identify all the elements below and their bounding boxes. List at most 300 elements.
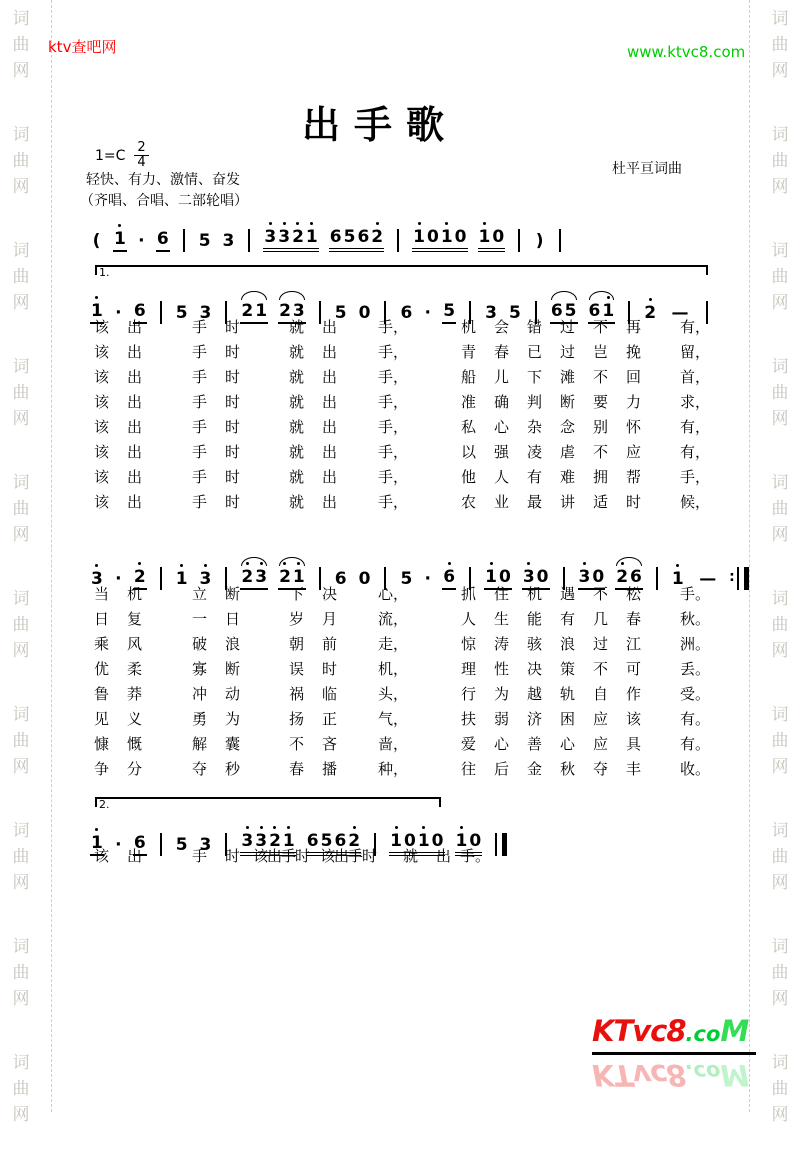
lyric-syllable: 机， [378, 660, 409, 678]
lyric-syllable: 就 [288, 418, 304, 436]
lyric-syllable: 有 [559, 610, 575, 628]
lyric-syllable: 夺 [592, 760, 608, 778]
lyric-syllable: 能 [526, 610, 542, 628]
lyric-syllable: 祸 [288, 685, 304, 703]
lyric-syllable: 住 [493, 585, 509, 603]
lyric-syllable: 春 [493, 343, 509, 361]
lyric-syllable: 为 [224, 710, 240, 728]
logo-m-glyph: M [720, 1014, 750, 1048]
lyric-syllable: 莽 [126, 685, 142, 703]
lyric-syllable: 金 [526, 760, 542, 778]
lyric-syllable: 机 [126, 585, 142, 603]
lyric-syllable: 手 [191, 343, 207, 361]
lyric-syllable: 过 [592, 635, 608, 653]
lyric-syllable: 骇 [526, 635, 542, 653]
lyric-syllable: 行 [460, 685, 476, 703]
right-border-watermark [767, 6, 793, 1125]
border-watermark-char: 词 [771, 9, 789, 29]
lyric-syllable: 岁 [288, 610, 304, 628]
time-signature [134, 141, 148, 171]
lyric-syllable: 机 [526, 585, 542, 603]
lyric-syllable: 春 [625, 610, 641, 628]
note-group: 1 0 [455, 831, 483, 856]
lyric-syllable: 手 [191, 318, 207, 336]
note-group: — [699, 569, 717, 589]
lyric-syllable: 出 [126, 443, 142, 461]
lyric-syllable: 机 [460, 318, 476, 336]
lyric-syllable: 有， [680, 318, 711, 336]
note-group: 5 [175, 303, 188, 323]
lyric-syllable: 他 [460, 468, 476, 486]
lyric-syllable: 时 [224, 368, 240, 386]
lyric-syllable: 时 [224, 443, 240, 461]
lyric-syllable: 立 [191, 585, 207, 603]
lyric-syllable: 不 [288, 735, 304, 753]
logo-reflection-main: KTvc8 [592, 1058, 686, 1092]
lyric-syllable: 出 [126, 343, 142, 361]
note-group: 5 [400, 569, 413, 589]
border-watermark-char: 词 [12, 705, 30, 725]
lyric-row [85, 633, 726, 658]
border-watermark-char: 网 [12, 525, 30, 545]
note-group: 3 [485, 303, 497, 323]
lyric-row [85, 466, 726, 491]
border-watermark-char: 网 [12, 293, 30, 313]
lyric-syllable: 应 [592, 710, 608, 728]
coda-lyrics [85, 845, 506, 870]
note-group: 2 6 [615, 567, 643, 590]
lyric-syllable: 自 [592, 685, 608, 703]
note-group: 5 [508, 303, 521, 323]
border-watermark-char: 曲 [771, 383, 789, 403]
verse-block-1-lyrics [85, 316, 726, 516]
lyric-row [85, 845, 506, 870]
lyric-syllable: 手 [191, 418, 207, 436]
lyric-syllable: 气， [378, 710, 409, 728]
lyric-syllable: 头， [378, 685, 409, 703]
lyric-syllable: 判 [526, 393, 542, 411]
left-border-dashed-line [51, 0, 52, 1112]
lyric-syllable: 秋。 [680, 610, 711, 628]
volta-1-label: 1. [99, 266, 110, 279]
note-group: 3 [199, 303, 212, 323]
note-group: · [115, 569, 122, 589]
border-watermark-char: 曲 [12, 731, 30, 751]
lyric-syllable: 时 [224, 393, 240, 411]
lyric-syllable: 春 [288, 760, 304, 778]
note-group: 2 1 [240, 301, 268, 324]
lyric-syllable: 手， [378, 343, 409, 361]
lyric-syllable: 手， [378, 318, 409, 336]
lyric-syllable: 念 [559, 418, 575, 436]
lyric-syllable: 下 [526, 368, 542, 386]
lyric-row [85, 683, 726, 708]
lyric-syllable: 慷 [93, 735, 109, 753]
border-watermark-char: 词 [771, 1053, 789, 1073]
lyric-syllable: 理 [460, 660, 476, 678]
lyric-syllable: 人 [460, 610, 476, 628]
lyric-syllable: 扬 [288, 710, 304, 728]
lyric-syllable: 走， [378, 635, 409, 653]
note-group: 6 [442, 567, 456, 590]
volta-2-label: 2. [99, 798, 110, 811]
lyric-syllable: 种， [378, 760, 409, 778]
lyric-syllable: 播 [321, 760, 337, 778]
lyric-syllable: 不 [592, 585, 608, 603]
border-watermark-char: 网 [771, 525, 789, 545]
lyric-syllable: 弱 [493, 710, 509, 728]
lyric-syllable: 有， [680, 418, 711, 436]
lyric-syllable: 作 [625, 685, 641, 703]
note-group: 6 1 [588, 301, 616, 324]
lyric-syllable: 时 [321, 660, 337, 678]
lyric-syllable: 以 [460, 443, 476, 461]
lyric-syllable: 浪 [224, 635, 240, 653]
border-watermark-char: 网 [771, 873, 789, 893]
border-watermark-char: 网 [12, 61, 30, 81]
lyric-syllable: 讲 [559, 493, 575, 511]
lyric-syllable: 几 [592, 610, 608, 628]
lyric-syllable: 一 [191, 610, 207, 628]
lyric-syllable: 手 [191, 847, 207, 865]
lyric-syllable: 破 [191, 635, 207, 653]
lyric-syllable: 农 [460, 493, 476, 511]
lyric-syllable: 业 [493, 493, 509, 511]
note-group: 3 0 [522, 567, 550, 590]
repeat-end-barline: ∶ [730, 567, 749, 590]
lyric-syllable: 轨 [559, 685, 575, 703]
lyric-syllable: 出 [321, 318, 337, 336]
logo-reflection-m: M [720, 1058, 750, 1092]
lyric-syllable: 遇 [559, 585, 575, 603]
border-watermark-char: 网 [12, 1105, 30, 1125]
note-group: 3 3 2 1 [263, 227, 318, 252]
site-name-link[interactable]: ktv查吧网 [48, 38, 117, 56]
lyric-syllable: 候， [680, 493, 711, 511]
lyric-syllable: 决 [526, 660, 542, 678]
logo-reflection [592, 1055, 758, 1090]
lyric-syllable: 手， [378, 393, 409, 411]
note-group: — [671, 303, 689, 323]
key-signature [95, 141, 149, 171]
note-group: 6 [133, 301, 147, 324]
lyric-syllable: 该 [93, 343, 109, 361]
lyric-syllable: 复 [126, 610, 142, 628]
note-group: 6 [156, 229, 170, 252]
lyric-syllable: 朝 [288, 635, 304, 653]
lyric-syllable: 手， [378, 468, 409, 486]
lyric-syllable: 手， [378, 418, 409, 436]
border-watermark-char: 曲 [771, 615, 789, 635]
lyric-row [85, 758, 726, 783]
lyric-syllable: 误 [288, 660, 304, 678]
lyric-syllable: 时 [224, 847, 240, 865]
lyric-syllable: 留， [680, 343, 711, 361]
border-watermark-char: 网 [771, 641, 789, 661]
note-group: 5 [175, 835, 188, 855]
lyric-row [85, 608, 726, 633]
lyric-syllable: 动 [224, 685, 240, 703]
lyric-syllable: 寡 [191, 660, 207, 678]
note-group: · [424, 569, 432, 589]
lyric-syllable: 时 [224, 493, 240, 511]
lyric-syllable: 决 [321, 585, 337, 603]
note-group: 1 0 [478, 227, 506, 252]
lyric-syllable: 松 [625, 585, 641, 603]
lyric-syllable: 扶 [460, 710, 476, 728]
note-group: 2 3 [240, 567, 268, 590]
lyric-syllable: 力 [625, 393, 641, 411]
lyric-row [85, 391, 726, 416]
lyric-syllable: 手， [378, 493, 409, 511]
site-url-link[interactable]: www.ktvc8.com [627, 43, 746, 61]
site-logo-text [592, 1016, 758, 1051]
border-watermark-char: 曲 [12, 963, 30, 983]
verse-block-2-lyrics [85, 583, 726, 783]
border-watermark-char: 网 [771, 61, 789, 81]
border-watermark-char: 网 [771, 989, 789, 1009]
border-watermark-char: 词 [12, 241, 30, 261]
lyric-syllable: 出 [321, 368, 337, 386]
border-watermark-char: 网 [12, 989, 30, 1009]
note-group: 6 5 [550, 301, 578, 324]
lyric-syllable: 不 [592, 660, 608, 678]
left-border-watermark [8, 6, 34, 1125]
lyric-syllable: 手 [191, 468, 207, 486]
border-watermark-char: 曲 [771, 731, 789, 751]
lyric-syllable: 出 [321, 443, 337, 461]
lyric-syllable: 就 [288, 318, 304, 336]
lyric-syllable: 越 [526, 685, 542, 703]
border-watermark-char: 曲 [771, 499, 789, 519]
lyric-row [85, 491, 726, 516]
lyric-syllable: 性 [493, 660, 509, 678]
lyric-syllable: 风 [126, 635, 142, 653]
note-group: 5 [442, 301, 456, 324]
border-watermark-char: 曲 [12, 615, 30, 635]
lyric-syllable: 青 [460, 343, 476, 361]
note-group: 5 [198, 231, 211, 251]
note-group: ( [92, 231, 101, 251]
lyric-syllable: 临 [321, 685, 337, 703]
lyric-syllable: 应 [592, 735, 608, 753]
lyric-syllable: 吝 [321, 735, 337, 753]
lyric-row [85, 416, 726, 441]
border-watermark-char: 词 [12, 937, 30, 957]
lyric-syllable: 断 [559, 393, 575, 411]
lyric-row [85, 341, 726, 366]
site-logo[interactable] [592, 1016, 758, 1090]
note-group: 6 [334, 569, 347, 589]
key-label: 1=C [95, 147, 126, 164]
note-group: 2 [133, 567, 147, 590]
note-group: 1 [175, 569, 188, 589]
border-watermark-char: 词 [12, 9, 30, 29]
lyric-syllable: 就 [288, 493, 304, 511]
lyric-syllable: 浪 [559, 635, 575, 653]
lyric-syllable: 人 [493, 468, 509, 486]
border-watermark-char: 词 [771, 241, 789, 261]
border-watermark-char: 网 [771, 293, 789, 313]
border-watermark-char: 曲 [12, 383, 30, 403]
border-watermark-char: 曲 [12, 35, 30, 55]
lyric-syllable: 就 [288, 343, 304, 361]
lyric-syllable: 该 [93, 318, 109, 336]
lyric-syllable: 出 [126, 847, 142, 865]
lyric-syllable: 该出手时 [319, 847, 376, 865]
lyric-syllable: 时 [224, 343, 240, 361]
lyric-syllable: 该 [93, 368, 109, 386]
lyric-syllable: 丢。 [680, 660, 711, 678]
right-border-dashed-line [749, 0, 750, 1112]
border-watermark-char: 词 [12, 473, 30, 493]
lyric-syllable: 涛 [493, 635, 509, 653]
border-watermark-char: 曲 [771, 1079, 789, 1099]
lyric-syllable: 该出手时 [252, 847, 309, 865]
lyric-syllable: 慨 [126, 735, 142, 753]
lyric-syllable: 手， [680, 468, 711, 486]
lyric-syllable: 当 [93, 585, 109, 603]
lyric-syllable: 江 [625, 635, 641, 653]
lyric-syllable: 该 [93, 493, 109, 511]
border-watermark-char: 词 [12, 821, 30, 841]
note-group: · [424, 303, 432, 323]
lyric-syllable: 手。 [460, 847, 491, 865]
lyric-syllable: 求， [680, 393, 711, 411]
lyric-syllable: 分 [126, 760, 142, 778]
lyric-syllable: 有。 [680, 710, 711, 728]
lyric-syllable: 虐 [559, 443, 575, 461]
lyric-syllable: 该 [93, 393, 109, 411]
lyric-syllable: 该 [625, 710, 641, 728]
lyric-syllable: 出 [126, 468, 142, 486]
lyric-syllable: 怀 [625, 418, 641, 436]
lyric-syllable: 月 [321, 610, 337, 628]
lyric-syllable: 别 [592, 418, 608, 436]
lyric-syllable: 优 [93, 660, 109, 678]
lyric-syllable: 强 [493, 443, 509, 461]
note-group: · [138, 231, 145, 251]
lyric-syllable: 为 [493, 685, 509, 703]
border-watermark-char: 词 [771, 705, 789, 725]
lyric-syllable: 往 [460, 760, 476, 778]
lyric-syllable: 乘 [93, 635, 109, 653]
lyric-syllable: 适 [592, 493, 608, 511]
lyric-syllable: 有， [680, 443, 711, 461]
lyric-syllable: 善 [526, 735, 542, 753]
lyric-syllable: 准 [460, 393, 476, 411]
note-group: 6 5 6 2 [306, 831, 361, 856]
lyric-syllable: 出 [321, 343, 337, 361]
lyric-syllable: 手， [378, 443, 409, 461]
lyric-syllable: 就 [288, 443, 304, 461]
border-watermark-char: 词 [771, 357, 789, 377]
border-watermark-char: 词 [771, 589, 789, 609]
logo-dot-text: .co [685, 1022, 721, 1046]
lyric-syllable: 出 [126, 493, 142, 511]
lyric-syllable: 日 [93, 610, 109, 628]
barline [397, 229, 399, 252]
lyric-row [85, 583, 726, 608]
border-watermark-char: 曲 [771, 151, 789, 171]
lyric-syllable: 凌 [526, 443, 542, 461]
lyric-syllable: 已 [526, 343, 542, 361]
border-watermark-char: 网 [12, 757, 30, 777]
lyric-row [85, 658, 726, 683]
border-watermark-char: 词 [12, 589, 30, 609]
note-group: 1 [90, 833, 104, 856]
lyric-syllable: 前 [321, 635, 337, 653]
logo-main-text: KTvc8 [592, 1014, 686, 1048]
lyric-syllable: 心， [378, 585, 409, 603]
tempo-marking: 轻快、有力、激情、奋发 [86, 172, 240, 188]
note-group: 1 [113, 229, 127, 252]
lyric-syllable: 就 [402, 847, 418, 865]
lyric-syllable: 秒 [224, 760, 240, 778]
lyric-syllable: 出 [321, 418, 337, 436]
lyric-syllable: 手， [378, 368, 409, 386]
border-watermark-char: 词 [12, 357, 30, 377]
lyric-syllable: 应 [625, 443, 641, 461]
lyric-syllable: 会 [493, 318, 509, 336]
lyric-syllable: 手 [191, 443, 207, 461]
lyric-syllable: 心 [559, 735, 575, 753]
border-watermark-char: 网 [771, 1105, 789, 1125]
lyric-syllable: 见 [93, 710, 109, 728]
lyric-syllable: 收。 [680, 760, 711, 778]
lyric-row [85, 708, 726, 733]
lyric-syllable: 过 [559, 343, 575, 361]
lyric-syllable: 确 [493, 393, 509, 411]
lyric-syllable: 爱 [460, 735, 476, 753]
lyric-syllable: 私 [460, 418, 476, 436]
lyric-syllable: 手 [191, 493, 207, 511]
lyric-syllable: 勇 [191, 710, 207, 728]
lyric-syllable: 出 [435, 847, 451, 865]
lyric-syllable: 回 [625, 368, 641, 386]
note-group: 0 [358, 303, 371, 323]
lyric-syllable: 具 [625, 735, 641, 753]
note-group: ) [535, 231, 544, 251]
border-watermark-char: 词 [12, 125, 30, 145]
lyric-syllable: 最 [526, 493, 542, 511]
barline [518, 229, 520, 252]
border-watermark-char: 网 [771, 757, 789, 777]
lyric-syllable: 就 [288, 368, 304, 386]
lyric-syllable: 杂 [526, 418, 542, 436]
lyric-syllable: 船 [460, 368, 476, 386]
border-watermark-char: 曲 [771, 847, 789, 867]
note-group: · [115, 303, 122, 323]
note-group: 0 [358, 569, 371, 589]
lyric-syllable: 秋 [559, 760, 575, 778]
lyric-syllable: 首， [680, 368, 711, 386]
lyric-row [85, 366, 726, 391]
lyric-syllable: 难 [559, 468, 575, 486]
lyric-syllable: 岂 [592, 343, 608, 361]
barline [183, 229, 185, 252]
lyric-row [85, 733, 726, 758]
note-group: 1 0 1 0 [389, 831, 444, 856]
border-watermark-char: 曲 [12, 499, 30, 519]
lyric-syllable: 帮 [625, 468, 641, 486]
note-group: 6 [400, 303, 413, 323]
lyric-syllable: 再 [625, 318, 641, 336]
lyric-syllable: 正 [321, 710, 337, 728]
barline [559, 229, 561, 252]
lyric-syllable: 时 [224, 318, 240, 336]
lyric-syllable: 手 [191, 393, 207, 411]
